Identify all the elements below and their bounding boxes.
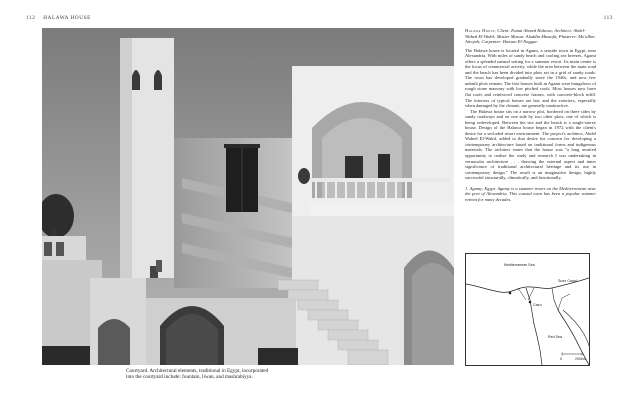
page-number-left: 112 [26, 15, 36, 21]
map-scale-distance: 200km [575, 357, 586, 361]
footnote: 1. Agamy, Egypt. Agamy is a summer resort on the Mediterranean near the port of Alexandria. This coastal town has been a popular summer retreat for many decades. [465, 185, 596, 202]
location-map-drawing [466, 254, 589, 365]
body-paragraph-2: The Halawa house sits on a narrow plot, bordered on three sides by sandy roadways and on one side by two other plots, one of which is being redeveloped. Between the site and the beach is a single-storey house. Design of the Halawa house began in 1972 with the client's desire for a secluded resort environment. The project's architect, Abdel Wahed El-Wakil, added to that desire his concern for developing a contemporary architecture based on traditional forms and indigenous materials. The architect states that the house was "a long awaited opportunity to realize the study and research I was undertaking in vernacular architecture . . . drawing the external aspect and inner significance of traditional architectural heritage and its use in contemporary design." The result is an imaginative design, highly successful structurally, climatically, and functionally. [465, 108, 596, 181]
courtyard-photo-drawing [42, 28, 454, 365]
project-credits [465, 28, 596, 45]
credits-text: Client: Esmat Ahmed Halawa; Architect: Abdel-Wahed El-Wakil; Master Mason: Aladdin Mustafa; Plasterer: Mo'allim Ativyah; Carpenter: Hassan El-Naggar. [465, 28, 595, 45]
map-label-mediterranean: Mediterranean Sea [504, 263, 535, 267]
body-paragraph-1: The Halawa house is located in Agami, a seaside town in Egypt, near Alexandria. With miles of sandy beach and cooling sea breezes, Agami offers a splendid natural setting for a summer resort. Its main center is the focus of commercial activity, while the area between the main road and the beach has been divided into plots set in a grid of sandy roads. The town has developed gradually since the 1940s, and now few unbuilt plots remain. The first houses built in Agami were bungalows of rough stone masonry with low pitched roofs. Most houses now have flat roofs and reinforced concrete frames, with concrete-block infill. The interiors of typical homes are hot, and the exteriors, especially when damaged by the climate, are generally unattractive. [465, 47, 597, 109]
running-head-left [26, 15, 91, 21]
figure-caption: Courtyard. Architectural elements, traditional in Egypt, incorporated into the courtyard include: fountain, liwan, and mashrabiyya. [126, 368, 269, 381]
map-scale-zero: 0 [560, 357, 562, 361]
project-name: Halawa House, [465, 28, 497, 33]
map-label-suez: Suez Canal [558, 279, 577, 283]
map-label-red-sea: Red Sea [548, 335, 562, 339]
map-label-cairo: Cairo [533, 303, 542, 307]
location-map [465, 253, 590, 366]
running-head-title: HALAWA HOUSE [43, 15, 91, 21]
courtyard-photo [42, 28, 454, 365]
page-number-right: 113 [603, 15, 613, 21]
article-column [465, 28, 596, 202]
